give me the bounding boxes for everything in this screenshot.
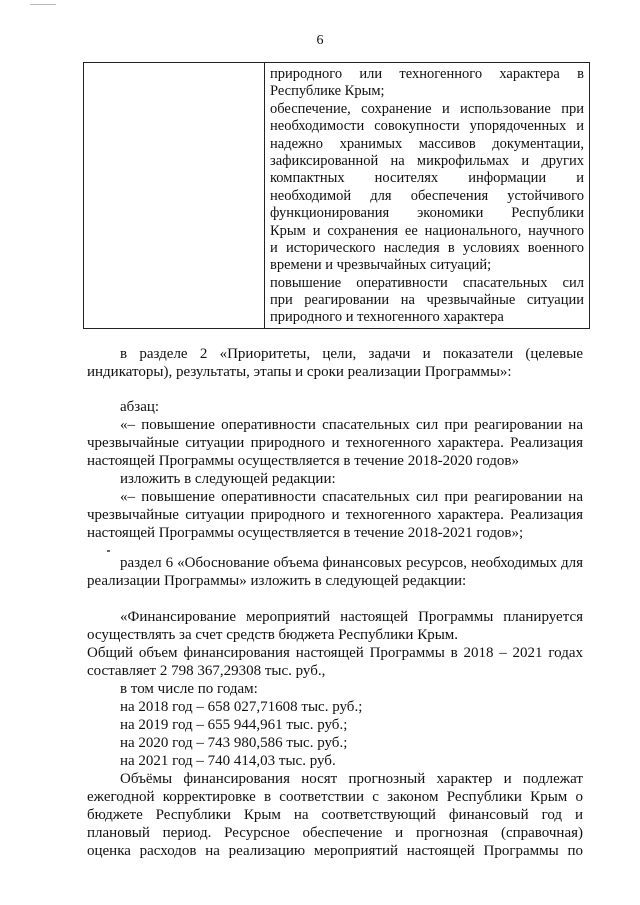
page-number: 6 [316,33,324,48]
text-line: составляет 2 798 367,29308 тыс. руб., [87,663,326,679]
text-line: «– повышение оперативности спасательных сил при реагировании на [120,489,583,505]
text-line: «Финансирование мероприятий настоящей Программы планируется [120,609,583,625]
text-line: оценка расходов на реализацию мероприятий настоящей Программы по [87,843,583,859]
text-line: «– повышение оперативности спасательных сил при реагировании на [120,417,583,433]
text-line: чрезвычайные ситуации природного и техногенного характера. Реализация [87,507,583,523]
year-line: на 2019 год – 655 944,961 тыс. руб.; [120,717,348,733]
text-line: ежегодной корректировке в соответствии с законом Республики Крым о [87,789,583,805]
table-text-line: Крым и сохранения ее национального, научного [270,222,584,239]
section2-paragraph [87,345,583,381]
year-line: на 2020 год – 743 980,586 тыс. руб.; [120,735,348,751]
scan-artifact [30,0,56,5]
text-line: Общий объем финансирования настоящей Программы в 2018 – 2021 годах [87,645,583,661]
table-cell-empty [84,63,265,329]
table-text-line: времени и чрезвычайных ситуаций; [270,257,492,274]
text-line: Объёмы финансирования носят прогнозный характер и подлежат [120,771,583,787]
by-years-label: в том числе по годам: [120,681,258,697]
table-text-line: необходимости совокупности упорядоченных и [270,118,584,135]
table-text-line: надежно хранимых массивов документации, [270,135,584,152]
text-line: чрезвычайные ситуации природного и техногенного характера. Реализация [87,435,583,451]
table-text-line: необходимой для обеспечения устойчивого [270,187,584,204]
text-line: плановый период. Ресурсное обеспечение и прогнозная (справочная) [87,825,583,841]
table-text-line: Республике Крым; [270,83,385,100]
text-line: настоящей Программы осуществляется в течение 2018-2021 годов»; [87,525,524,541]
text-line: бюджете Республики Крым на соответствующий финансовый год и [87,807,583,823]
year-line: на 2021 год – 740 414,03 тыс. руб. [120,753,336,769]
table-text-line: компактных носителях информации и [270,170,584,187]
instruction-line: изложить в следующей редакции: [120,471,336,487]
table-text-line: природного и техногенного характера [270,309,504,326]
table-text-line: при реагировании на чрезвычайные ситуации [270,292,584,309]
text-line: в разделе 2 «Приоритеты, цели, задачи и показатели (целевые [120,346,583,362]
text-line: раздел 6 «Обоснование объема финансовых ресурсов, необходимых для [120,555,583,571]
scan-artifact [107,550,110,552]
table-text-line: и исторического наследия в условиях военного [270,239,584,256]
text-line: индикаторы), результаты, этапы и сроки реализации Программы»: [87,364,512,380]
section6-paragraph [87,554,583,590]
table-text-line: зафиксированной на микрофильмах и других [270,152,584,169]
table-text-line: природного или техногенного характера в [270,66,584,82]
text-line: настоящей Программы осуществляется в течение 2018-2020 годов» [87,453,519,469]
table-cell-text [265,63,590,329]
table-text-line: обеспечение, сохранение и использование при [270,100,584,117]
text-line: реализации Программы» изложить в следующей редакции: [87,573,467,589]
table-text-line: функционирования экономики Республики [270,205,584,222]
financing-paragraph [87,608,583,860]
paragraph-amendment [87,398,583,542]
text-line: осуществлять за счет средств бюджета Республики Крым. [87,627,459,643]
continuation-table [83,62,590,329]
year-line: на 2018 год – 658 027,71608 тыс. руб.; [120,699,363,715]
table-row [84,63,590,329]
table-text-line: повышение оперативности спасательных сил [270,274,584,291]
paragraph-label: абзац: [120,399,160,415]
